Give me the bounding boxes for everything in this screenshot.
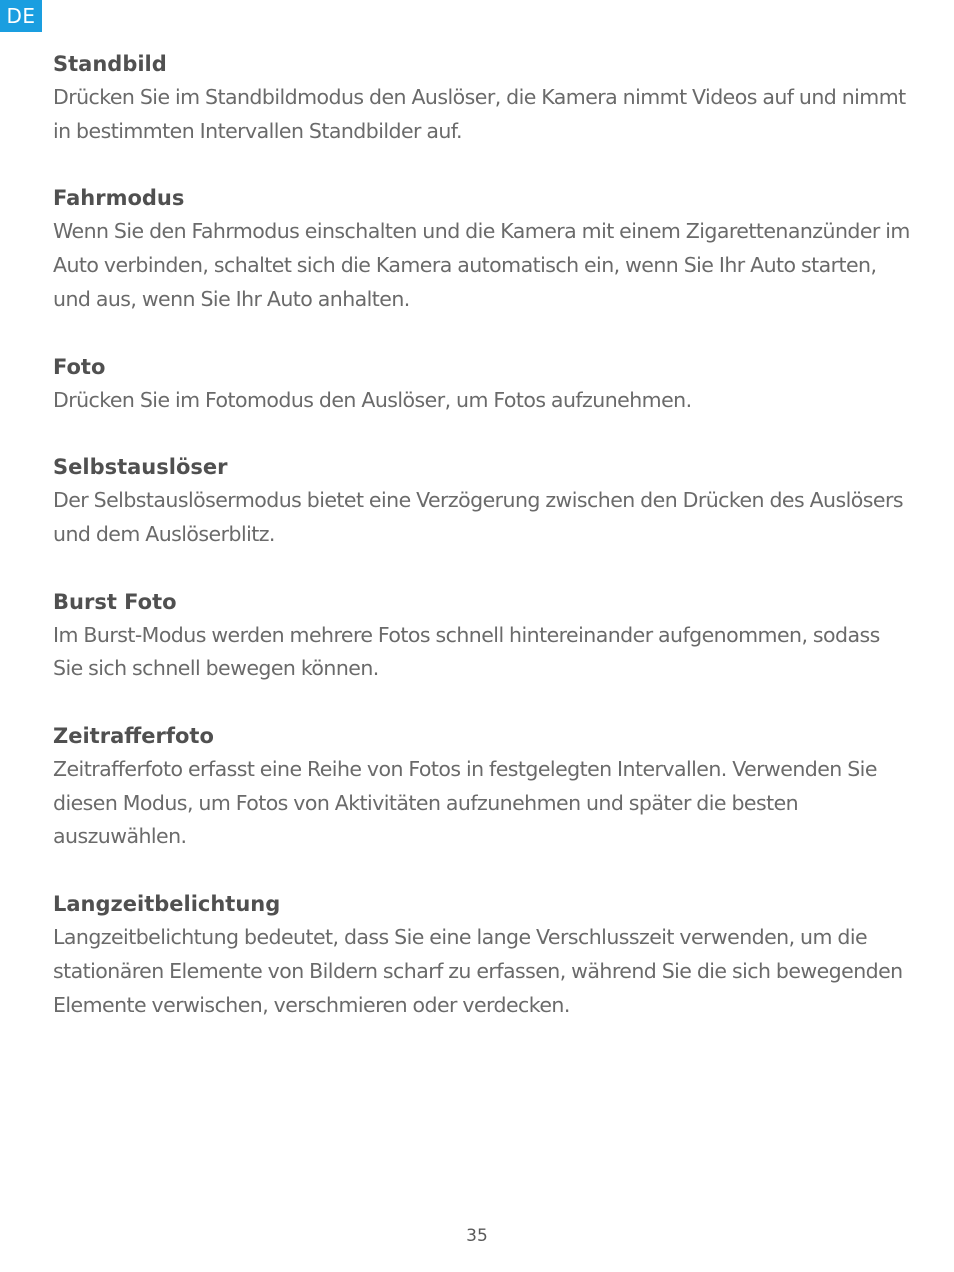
section-title: Foto <box>53 354 106 379</box>
section-title: Langzeitbelichtung <box>53 892 281 917</box>
section-foto <box>53 350 913 418</box>
page-number: 35 <box>466 1226 488 1246</box>
section-standbild <box>53 47 913 148</box>
section-title: Standbild <box>53 52 167 76</box>
section-title: Zeitrafferfoto <box>53 724 214 749</box>
section-zeitrafferfoto <box>53 719 913 854</box>
section-body: Wenn Sie den Fahrmodus einschalten und die Kamera mit einem Zigarettenanzünder im Auto verbinden, schaltet sich die Kamera automatisch ein, wenn Sie Ihr Auto starten, und aus, wenn Sie Ihr Auto anhalten. <box>53 219 910 311</box>
page-content <box>53 47 913 1055</box>
section-body: Der Selbstauslösermodus bietet eine Verzögerung zwischen den Drücken des Auslösers und dem Auslöserblitz. <box>53 488 903 546</box>
section-title: Fahrmodus <box>53 186 185 211</box>
language-badge: DE <box>0 0 42 32</box>
section-body: Langzeitbelichtung bedeutet, dass Sie eine lange Verschlusszeit verwenden, um die stationären Elemente von Bildern scharf zu erfassen, während Sie die sich bewegenden Elemente verwischen, verschmieren oder verdecken. <box>53 925 903 1017</box>
section-selbstausloeser <box>53 450 913 551</box>
section-body: Drücken Sie im Fotomodus den Auslöser, um Fotos aufzunehmen. <box>53 387 692 412</box>
section-fahrmodus <box>53 181 913 316</box>
section-title: Burst Foto <box>53 589 177 614</box>
section-langzeitbelichtung <box>53 887 913 1022</box>
section-body: Im Burst-Modus werden mehrere Fotos schnell hintereinander aufgenommen, sodass Sie sich schnell bewegen können. <box>53 622 880 681</box>
section-body: Drücken Sie im Standbildmodus den Auslöser, die Kamera nimmt Videos auf und nimmt in bestimmten Intervallen Standbilder auf. <box>53 85 906 143</box>
section-burst-foto <box>53 585 913 686</box>
section-title: Selbstauslöser <box>53 455 228 480</box>
section-body: Zeitrafferfoto erfasst eine Reihe von Fotos in festgelegten Intervallen. Verwenden Sie diesen Modus, um Fotos von Aktivitäten aufzunehmen und später die besten auszuwählen. <box>53 757 877 849</box>
